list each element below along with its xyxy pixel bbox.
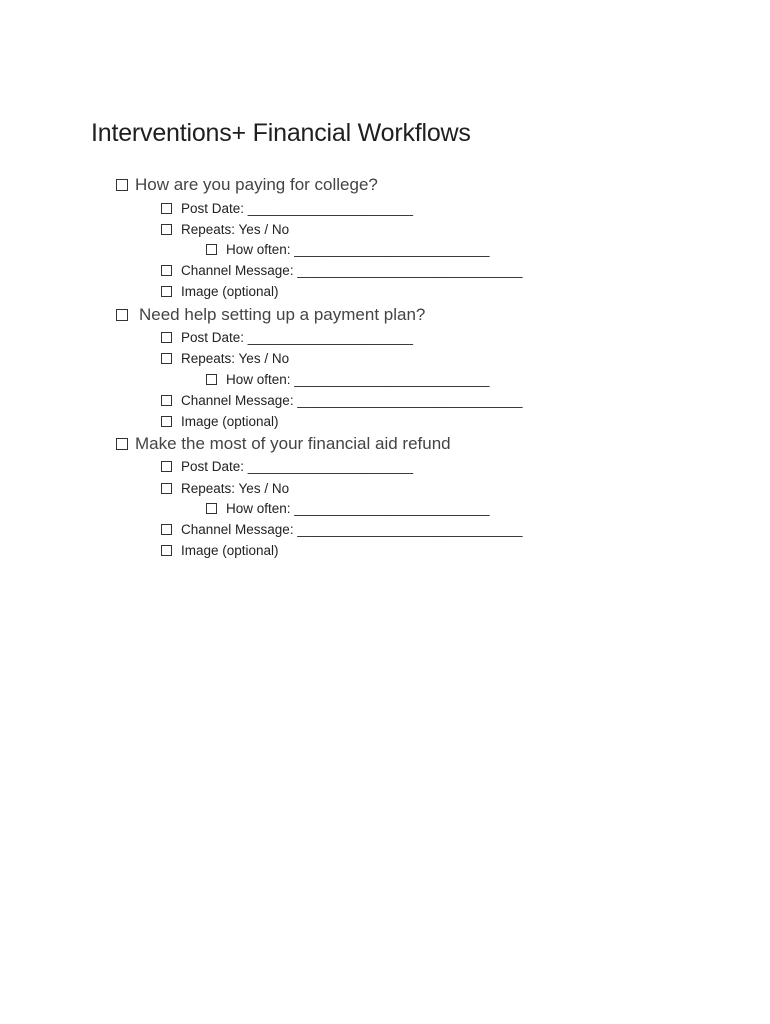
repeats-item[interactable] (161, 481, 289, 496)
checkbox[interactable] (161, 353, 172, 364)
image-item[interactable] (161, 414, 279, 429)
repeats-label: Repeats: Yes / No (181, 351, 290, 366)
channel-message-item[interactable] (161, 263, 523, 278)
checkbox[interactable] (161, 203, 172, 214)
workflow-heading-1[interactable] (116, 175, 378, 195)
post-date-item[interactable] (161, 459, 413, 474)
repeats-item[interactable] (161, 351, 289, 366)
how-often-item[interactable] (206, 242, 490, 257)
how-often-item[interactable] (206, 372, 490, 387)
post-date-item[interactable] (161, 330, 413, 345)
channel-message-item[interactable] (161, 393, 523, 408)
checkbox[interactable] (161, 545, 172, 556)
checkbox[interactable] (161, 286, 172, 297)
how-often-item[interactable] (206, 501, 490, 516)
channel-message-label: Channel Message: ______________________________ (181, 393, 523, 408)
channel-message-label: Channel Message: ______________________________ (181, 522, 523, 537)
checkbox[interactable] (161, 332, 172, 343)
workflow-heading-label: How are you paying for college? (135, 175, 378, 194)
channel-message-item[interactable] (161, 522, 523, 537)
post-date-label: Post Date: ______________________ (181, 459, 413, 474)
checkbox[interactable] (116, 179, 128, 191)
repeats-item[interactable] (161, 222, 289, 237)
how-often-label: How often: __________________________ (226, 501, 490, 516)
image-label: Image (optional) (181, 414, 279, 429)
checkbox[interactable] (161, 483, 172, 494)
checkbox[interactable] (206, 503, 217, 514)
checkbox[interactable] (161, 461, 172, 472)
checkbox[interactable] (161, 524, 172, 535)
checkbox[interactable] (161, 395, 172, 406)
checkbox[interactable] (206, 374, 217, 385)
image-label: Image (optional) (181, 284, 279, 299)
image-item[interactable] (161, 543, 279, 558)
page-title: Interventions+ Financial Workflows (91, 119, 471, 147)
post-date-item[interactable] (161, 201, 413, 216)
checkbox[interactable] (161, 416, 172, 427)
workflow-heading-label: Make the most of your financial aid refund (135, 434, 451, 453)
how-often-label: How often: __________________________ (226, 372, 490, 387)
checkbox[interactable] (116, 309, 128, 321)
checkbox[interactable] (206, 244, 217, 255)
workflow-heading-3[interactable] (116, 434, 451, 454)
repeats-label: Repeats: Yes / No (181, 481, 290, 496)
post-date-label: Post Date: ______________________ (181, 201, 413, 216)
image-item[interactable] (161, 284, 279, 299)
repeats-label: Repeats: Yes / No (181, 222, 290, 237)
checkbox[interactable] (116, 438, 128, 450)
channel-message-label: Channel Message: ______________________________ (181, 263, 523, 278)
image-label: Image (optional) (181, 543, 279, 558)
checkbox[interactable] (161, 224, 172, 235)
workflow-heading-label: Need help setting up a payment plan? (139, 305, 426, 324)
checkbox[interactable] (161, 265, 172, 276)
how-often-label: How often: __________________________ (226, 242, 490, 257)
workflow-heading-2[interactable] (116, 305, 425, 325)
post-date-label: Post Date: ______________________ (181, 330, 413, 345)
